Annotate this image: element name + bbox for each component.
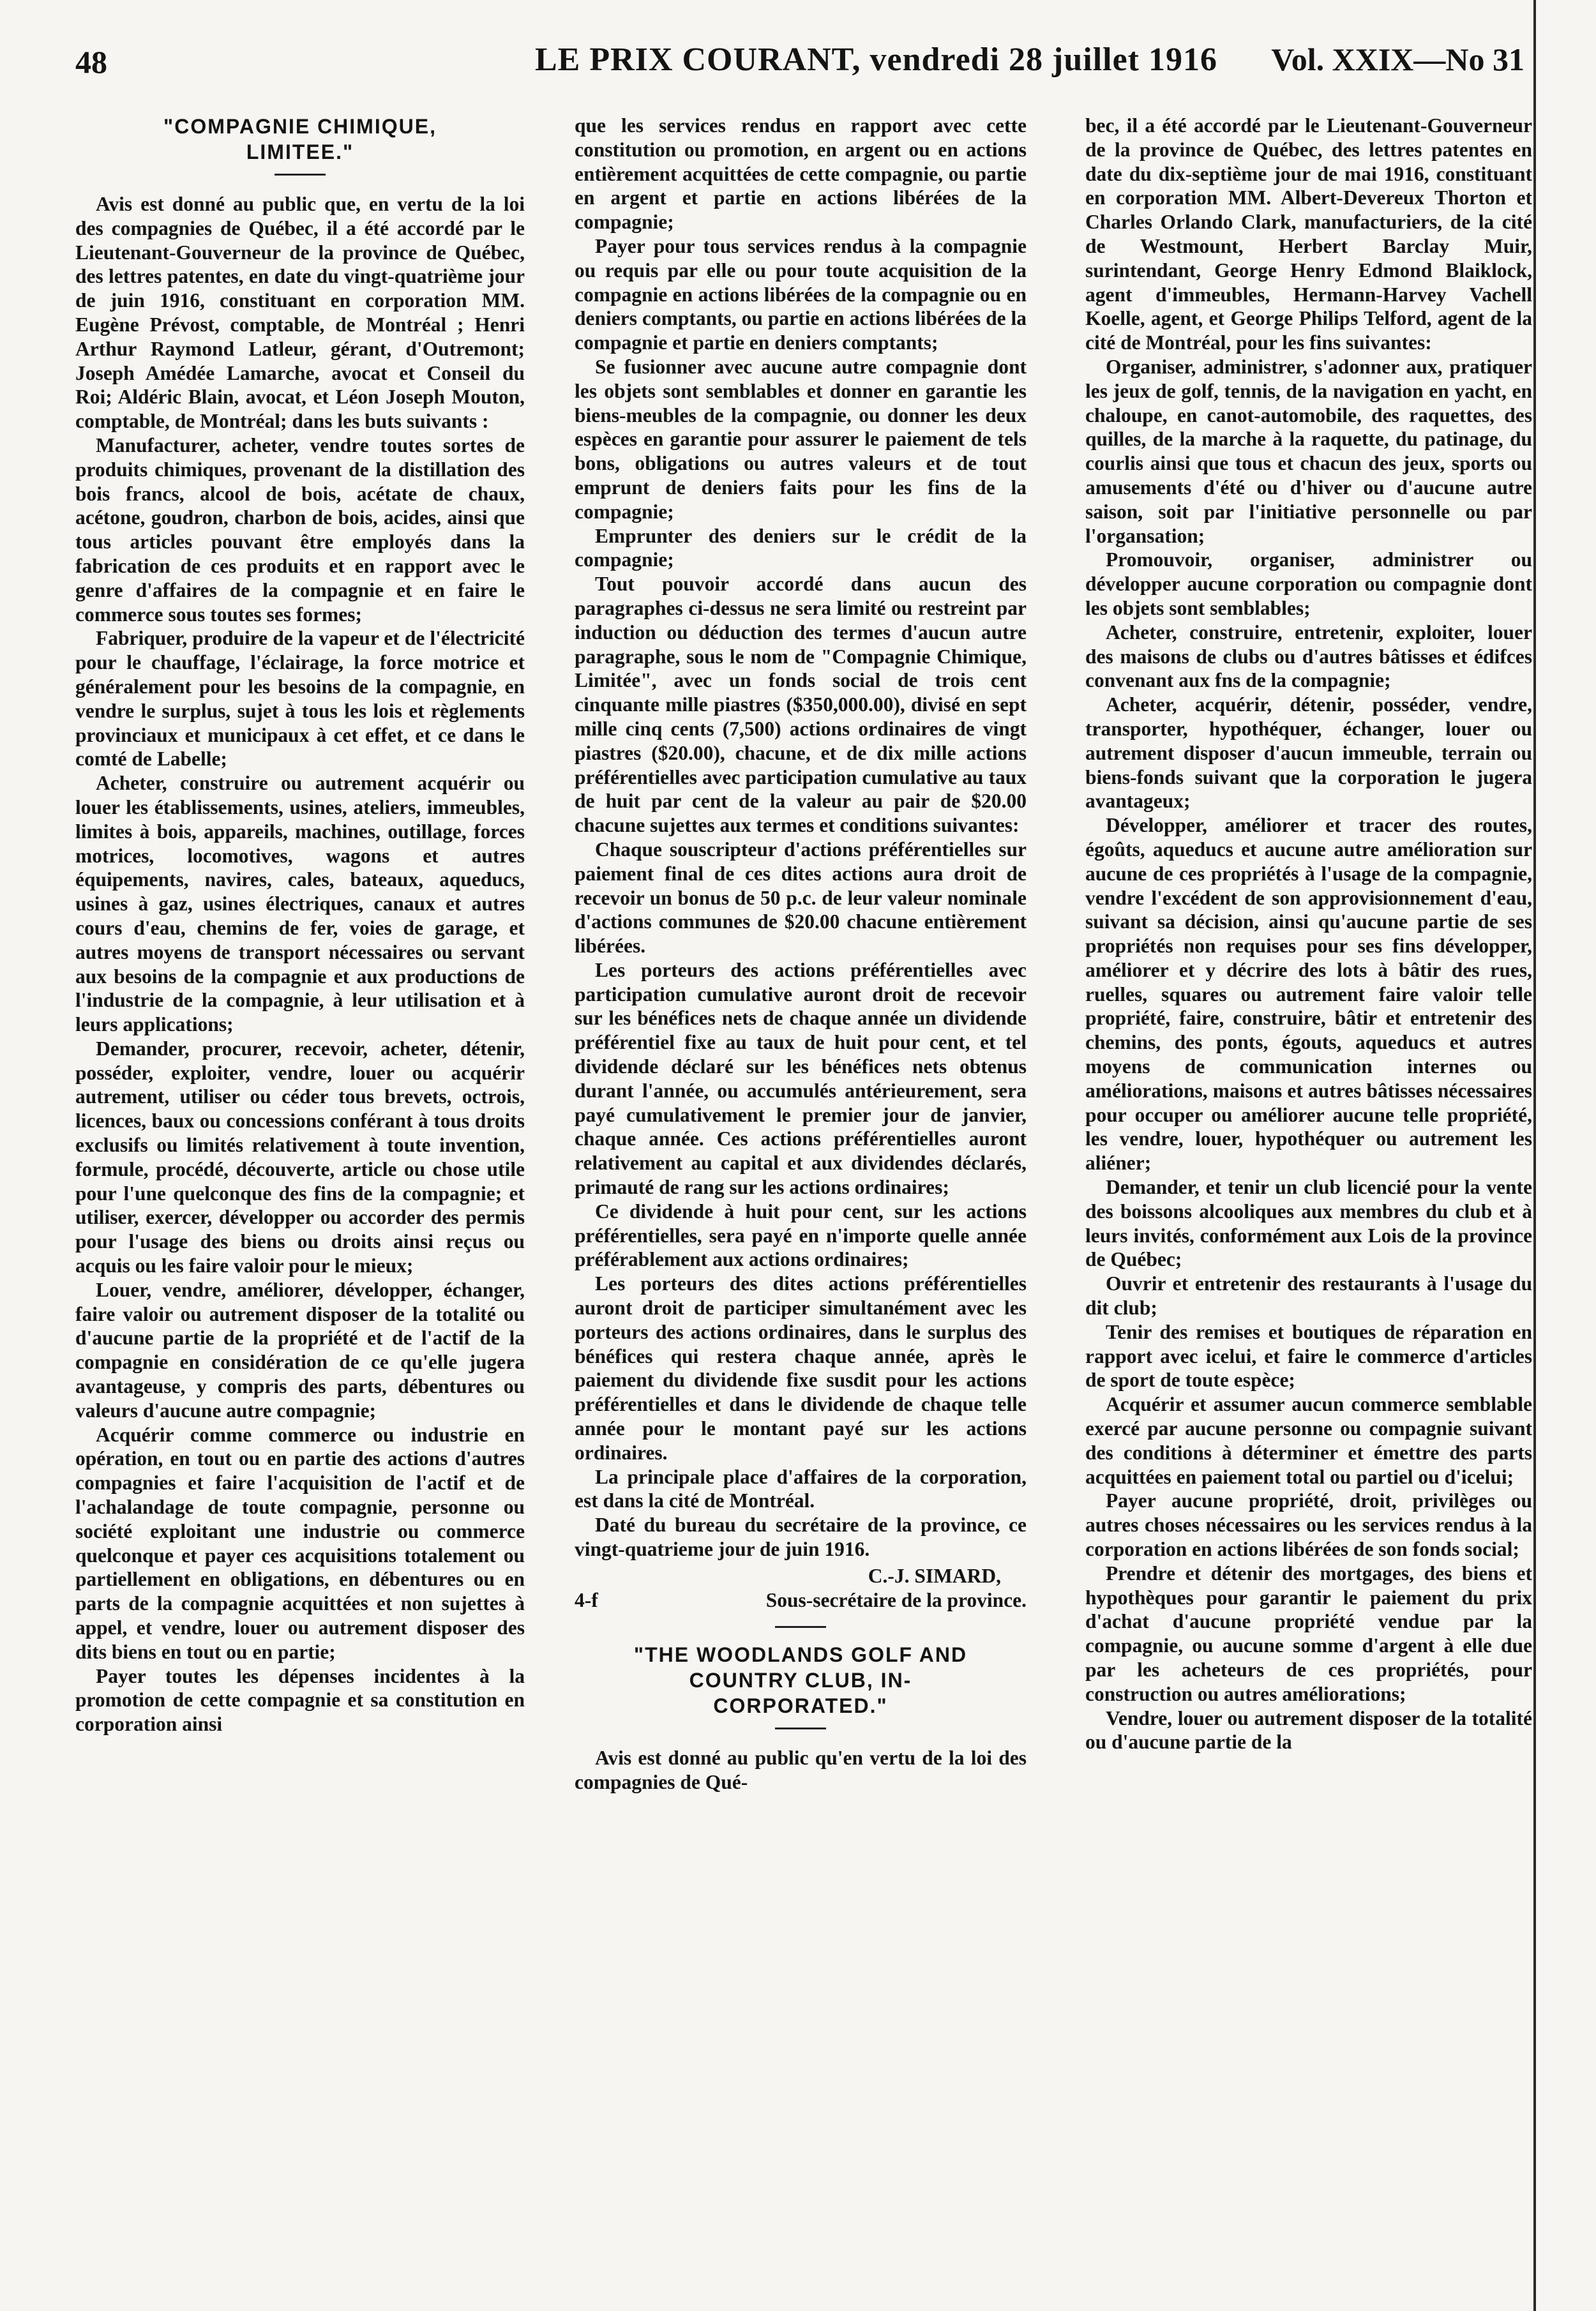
section-divider [775, 1626, 826, 1628]
volume-number: Vol. XXIX—No 31 [1271, 41, 1524, 77]
paragraph: Les porteurs des actions préférentielles avec participation cumulative auront droit de recevoir sur les bénéfices nets de chaque année un dividende préférentiel fixe au taux de huit pour cent, et tel dividende déclaré sur les bénéfices nets obtenus durant l'année, ou accumulés antérieurement, sera payé cumulativement le premier jour de janvier, chaque année. Ces actions préférentielles auront relativement au capital et aux dividendes déclarés, primauté de rang sur les actions ordinaires; [575, 958, 1027, 1199]
signature-title: Sous-secrétaire de la province. [765, 1588, 1027, 1611]
paragraph: Ouvrir et entretenir des restaurants à l'usage du dit club; [1085, 1272, 1532, 1320]
paragraph: Acquérir comme commerce ou industrie en opération, en tout ou en partie des actions d'autres compagnies et faire l'acquisition de l'actif et de l'achalandage de toute compagnie, personne ou société exploitant une industrie ou commerce quelconque et payer ces acquisitions totalement ou partiellement en obligations, en débentures ou en parts de la compagnie acquittées et non sujettes à appel, et vendre, louer ou autrement disposer des dits biens en tout ou en partie; [75, 1423, 525, 1663]
paragraph: Vendre, louer ou autrement disposer de la totalité ou d'aucune partie de la [1085, 1706, 1532, 1754]
paragraph: Tout pouvoir accordé dans aucun des paragraphes ci-dessus ne sera limité ou restreint par induction ou déduction des termes d'aucun autre paragraphe, sous le nom de "Compagnie Chimique, Limitée", avec un fonds social de trois cent cinquante mille piastres ($350,000.00), divisé en sept mille cinq cents (7,500) actions ordinaires de vingt piastres ($20.00), chacune, et de dix mille actions préférentielles avec participation cumulative au taux de huit par cent de la valeur au pair de $20.00 chacune sujettes aux termes et conditions suivantes: [575, 573, 1027, 837]
title-divider [275, 174, 326, 176]
paragraph: Payer toutes les dépenses incidentes à la promotion de cette compagnie et sa constitution en corporation ainsi [75, 1664, 525, 1736]
paragraph: Louer, vendre, améliorer, développer, échanger, faire valoir ou autrement disposer de la totalité ou d'aucune partie de la propriété et de l'actif de la compagnie en considération de ce qu'elle jugera avantageuse, y compris des parts, débentures ou valeurs d'aucune autre compagnie; [75, 1278, 525, 1422]
masthead: LE PRIX COURANT, vendredi 28 juillet 1916 [535, 41, 1217, 78]
signature-ref: 4-f [575, 1588, 598, 1611]
title-line: CORPORATED." [713, 1694, 888, 1718]
paragraph: Demander, et tenir un club licencié pour la vente des boissons alcooliques aux membres du club et à leurs invités, conformément aux Lois de la province de Québec; [1085, 1176, 1532, 1271]
paragraph: Demander, procurer, recevoir, acheter, détenir, posséder, exploiter, vendre, louer ou acquérir autrement, utiliser ou céder tous brevets, octrois, licences, baux ou concessions conférant à tous droits exclusifs ou limités relativement à toute invention, formule, procédé, découverte, article ou chose utile pour l'une quelconque des fins de la compagnie; et utiliser, exercer, développer ou accorder des permis pour l'usage des biens ou droits ainsi reçus ou acquis ou les faire valoir pour le mieux; [75, 1037, 525, 1277]
paragraph: Acquérir et assumer aucun commerce semblable exercé par aucune personne ou compagnie suivant des conditions à déterminer et émettre des parts acquittées en paiement total ou partiel ou d'icelui; [1085, 1393, 1532, 1488]
paragraph: Promouvoir, organiser, administrer ou développer aucune corporation ou compagnie dont les objets sont semblables; [1085, 548, 1532, 619]
paragraph: Avis est donné au public qu'en vertu de la loi des compagnies de Qué- [575, 1747, 1027, 1794]
paragraph: Acheter, construire ou autrement acquérir ou louer les établissements, usines, ateliers, immeubles, limites à bois, appareils, machines, outillage, forces motrices, locomotives, wagons et autres équipements, navires, cales, bateaux, aqueducs, usines à gaz, usines électriques, canaux et autres cours d'eau, chemins de fer, voies de garage, et autres moyens de transport nécessaires ou servant aux besoins de la compagnie et aux productions de l'industrie de la compagnie, à leur utilisation et à leurs applications; [75, 772, 525, 1036]
signature-name: C.-J. SIMARD, [868, 1564, 1001, 1587]
column-3 [1085, 114, 1532, 2278]
title-line: "COMPAGNIE CHIMIQUE, [163, 115, 437, 138]
paragraph: Avis est donné au public que, en vertu de la loi des compagnies de Québec, il a été accordé par le Lieutenant-Gouverneur de la province de Québec, des lettres patentes, en date du vingt-quatrième jour de juin 1916, constituant en corporation MM. Eugène Prévost, comptable, de Montréal ; Henri Arthur Raymond Latleur, gérant, d'Outremont; Joseph Amédée Lamarche, avocat et Conseil du Roi; Aldéric Blain, avocat, et Léon Joseph Mouton, comptable, de Montréal; dans les buts suivants : [75, 193, 525, 433]
paragraph: Ce dividende à huit pour cent, sur les actions préférentielles, sera payé en n'importe quelle année préférablement aux actions ordinaires; [575, 1200, 1027, 1271]
page-number: 48 [75, 44, 107, 80]
title-line: LIMITEE." [246, 140, 354, 163]
paragraph: Prendre et détenir des mortgages, des biens et hypothèques pour garantir le paiement du prix d'achat d'aucune propriété vendue par la compagnie, ou aucune somme d'argent à elle due par les acheteurs de ces propriétés, pour construction ou autres améliorations; [1085, 1562, 1532, 1705]
paragraph: Emprunter des deniers sur le crédit de la compagnie; [575, 524, 1027, 571]
title-divider [775, 1728, 826, 1729]
paragraph: Organiser, administrer, s'adonner aux, pratiquer les jeux de golf, tennis, de la navigation en yacht, en chaloupe, en canot-automobile, des raquettes, des quilles, de la marche à la raquette, du patinage, du courlis ainsi que tous et chacun des jeux, sports ou amusements d'été ou d'hiver ou d'aucune autre saison, soit par l'initiative personnelle ou par l'organsation; [1085, 355, 1532, 547]
paragraph: que les services rendus en rapport avec cette constitution ou promotion, en argent ou en actions entièrement acquittées de cette compagnie, ou partie en argent et partie en actions libérées de la compagnie; [575, 114, 1027, 234]
paragraph: Les porteurs des dites actions préférentielles auront droit de participer simultanément avec les porteurs des actions ordinaires, dans le surplus des bénéfices qui restera chaque année, après le paiement du dividende fixe susdit pour les actions préférentielles et dans le dividende de chaque telle année pour le montant payé sur les actions ordinaires. [575, 1272, 1027, 1464]
page-header [75, 37, 1524, 88]
paragraph: bec, il a été accordé par le Lieutenant-Gouverneur de la province de Québec, des lettres patentes en date du dix-septième jour de mai 1916, constituant en corporation MM. Albert-Devereux Thorton et Charles Orlando Clark, manufacturiers, de la cité de Westmount, Herbert Barclay Muir, surintendant, George Henry Edmond Blaiklock, agent d'immeubles, Hermann-Harvey Vachell Koelle, agent, et George Philips Telford, agent de la cité de Montréal, pour les fins suivantes: [1085, 114, 1532, 354]
paragraph: Chaque souscripteur d'actions préférentielles sur paiement final de ces dites actions aura droit de recevoir un bonus de 50 p.c. de leur valeur nominale d'actions communes de $20.00 chacune entièrement libérées. [575, 838, 1027, 958]
paragraph: La principale place d'affaires de la corporation, est dans la cité de Montréal. [575, 1465, 1027, 1512]
paragraph: Se fusionner avec aucune autre compagnie dont les objets sont semblables et donner en garantie les biens-meubles de la compagnie, ou donner les deux espèces en garantie pour assurer le paiement de tels bons, obligations ou autres valeurs et de tout emprunt de deniers faits pour les fins de la compagnie; [575, 355, 1027, 523]
right-margin-rule [1533, 0, 1536, 2311]
paragraph: Acheter, construire, entretenir, exploiter, louer des maisons de clubs ou d'autres bâtisses et édifces convenant aux fns de la compagnie; [1085, 621, 1532, 692]
paragraph: Acheter, acquérir, détenir, posséder, vendre, transporter, hypothéquer, échanger, louer ou autrement disposer d'aucun immeuble, terrain ou biens-fonds suivant que la corporation le jugera avantageux; [1085, 693, 1532, 813]
paragraph: Tenir des remises et boutiques de réparation en rapport avec icelui, et faire le commerce d'articles de sport de toute espèce; [1085, 1320, 1532, 1392]
title-line: COUNTRY CLUB, IN- [689, 1669, 912, 1692]
paragraph: Fabriquer, produire de la vapeur et de l'électricité pour le chauffage, l'éclairage, la force motrice et généralement pour les besoins de la compagnie, en vendre le surplus, sujet à tous les lois et règlements provinciaux et municipaux à cet effet, et ce dans le comté de Labelle; [75, 627, 525, 771]
notice-title-woodlands-golf [575, 1642, 1027, 1719]
column-2 [575, 114, 1027, 2278]
notice-title-compagnie-chimique [75, 114, 525, 165]
paragraph: Payer aucune propriété, droit, privilèges ou autres choses nécessaires ou les services rendus à la corporation en actions libérées de son fonds social; [1085, 1489, 1532, 1561]
paragraph: Daté du bureau du secrétaire de la province, ce vingt-quatrieme jour de juin 1916. [575, 1514, 1027, 1561]
column-1 [75, 114, 525, 2278]
title-line: "THE WOODLANDS GOLF AND [633, 1643, 968, 1667]
paragraph: Payer pour tous services rendus à la compagnie ou requis par elle ou pour toute acquisition de la compagnie en actions libérées de la compagnie ou en deniers comptants, ou partie en actions libérées de la compagnie et partie en deniers comptants; [575, 234, 1027, 354]
signature-block [575, 1588, 1027, 1613]
paragraph: Développer, améliorer et tracer des routes, égoûts, aqueducs et aucune autre amélioration sur aucune de ces propriétés à l'usage de la compagnie, vendre l'excédent de son approvisionnement d'eau, suivant sa décision, ainsi qu'aucune partie de ses propriétés non requises pour ses fins développer, améliorer et y décrire des lots à bâtir des rues, ruelles, squares ou autrement faire valoir telle propriété, faire, construire, bâtir et entretenir des chemins, des ponts, égouts, aqueducs et autres moyens de communication internes ou améliorations, maisons et autres bâtisses nécessaires pour occuper ou améliorer aucune telle propriété, les vendre, louer, hypothéquer ou autrement les aliéner; [1085, 814, 1532, 1175]
paragraph: Manufacturer, acheter, vendre toutes sortes de produits chimiques, provenant de la distillation des bois francs, alcool de bois, acétate de chaux, acétone, goudron, charbon de bois, acides, ainsi que tous articles pouvant être employés dans la fabrication de ces produits et en rapport avec le genre d'affaires de la compagnie et en faire le commerce sous toutes ses formes; [75, 433, 525, 626]
